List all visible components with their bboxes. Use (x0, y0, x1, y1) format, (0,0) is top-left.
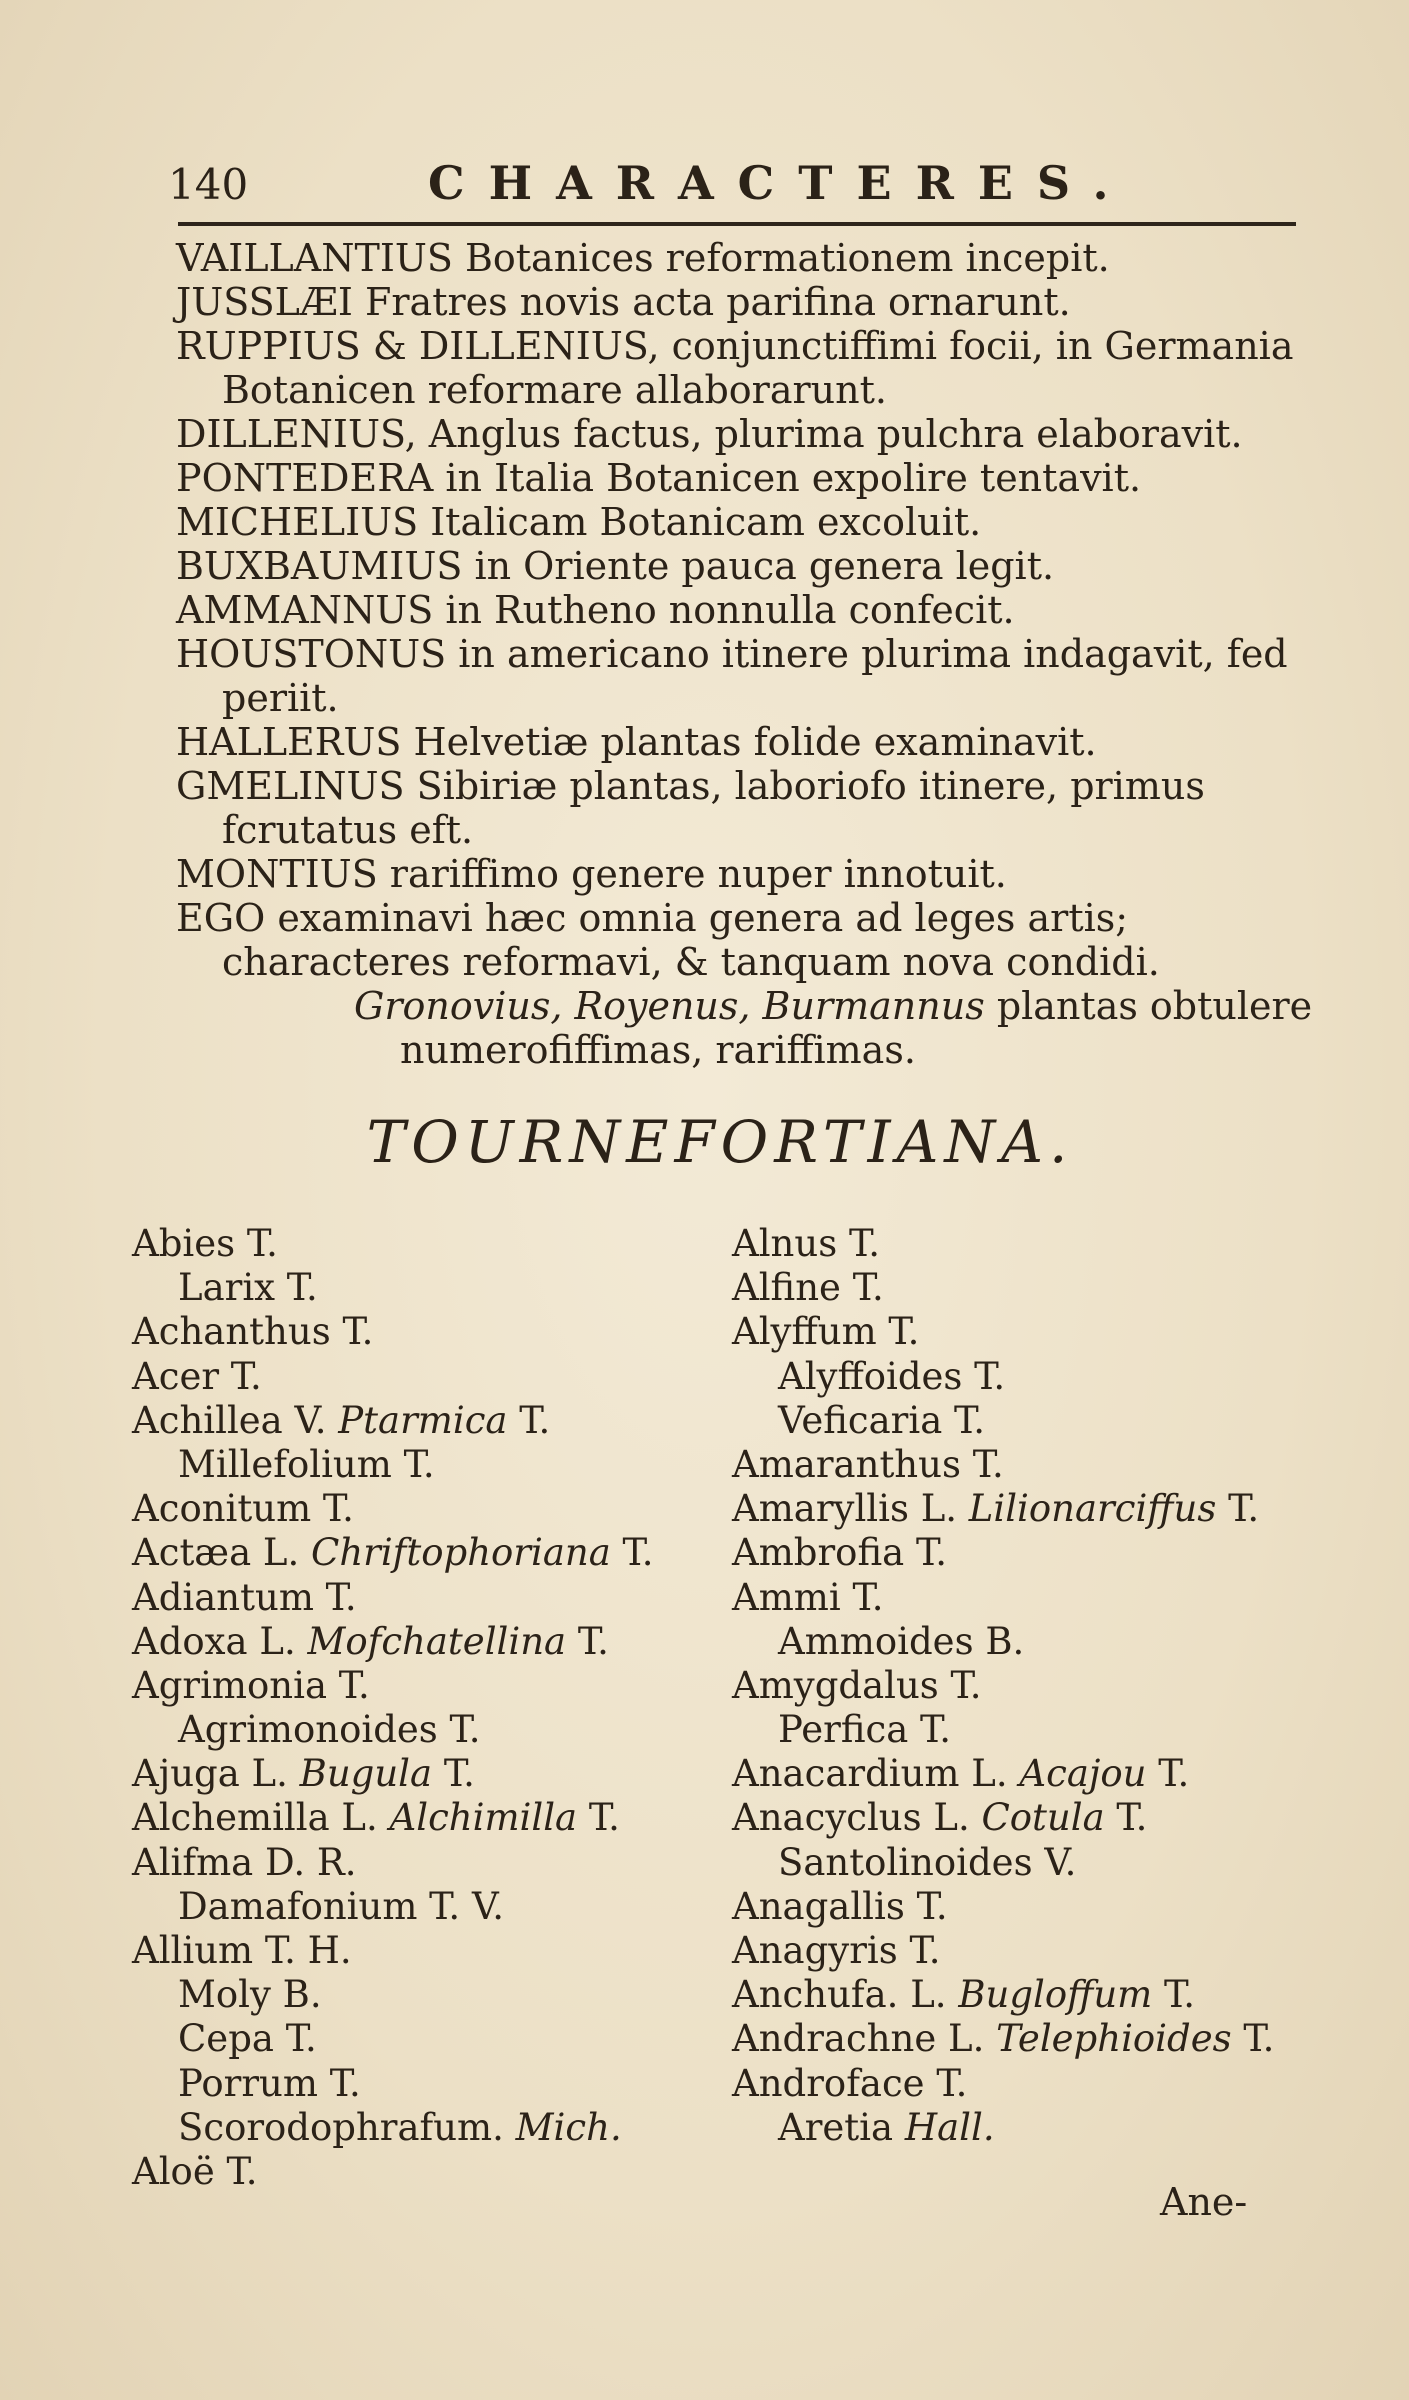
genus-entry (132, 1885, 732, 1929)
genus-name: Actæa L. (132, 1531, 312, 1575)
botanist-entry: JUSSLÆI Fratres novis acta parifina ornarunt. (176, 280, 1071, 324)
genus-name: Alifma D. R. (132, 1840, 357, 1884)
botanist-entry: EGO examinavi hæc omnia genera ad leges artis; characteres reformavi, & tanquam nova condidi. (176, 896, 1160, 984)
genus-name: Ammoides B. (778, 1619, 1025, 1663)
genus-name: Scorodophrafum. (178, 2105, 516, 2149)
genus-name: Porrum T. (178, 2061, 361, 2105)
genus-entry (732, 2106, 1332, 2150)
genus-name: Alyffoides T. (778, 1354, 1006, 1398)
genus-entry (732, 1443, 1332, 1487)
genus-entry (732, 1841, 1332, 1885)
botanist-entry: HOUSTONUS in americano itinere plurima indagavit, fed periit. (176, 632, 1288, 720)
genus-entry (132, 2017, 732, 2061)
genus-entry (732, 1355, 1332, 1399)
author-abbrev: T. (610, 1531, 654, 1575)
genus-entry (732, 1885, 1332, 1929)
genus-entry (732, 1531, 1332, 1575)
botanist-entry: VAILLANTIUS Botanices reformationem incepit. (176, 236, 1110, 280)
author-abbrev: T. (1152, 1973, 1196, 2017)
botanist-entry: MONTIUS rariffimo genere nuper innotuit. (176, 852, 1007, 896)
genus-name: Damafonium T. V. (178, 1884, 504, 1928)
genus-name: Achillea V. (132, 1398, 339, 1442)
running-title: CHARACTERES. (428, 156, 1133, 210)
genus-entry (132, 1576, 732, 1620)
botanist-entry: HALLERUS Helvetiæ plantas folide examinavit. (176, 720, 1097, 764)
genus-name: Agrimonoides T. (178, 1708, 481, 1752)
genus-entry (732, 1399, 1332, 1443)
genus-entry (132, 1973, 732, 2017)
genus-name: Allium T. H. (132, 1929, 352, 1972)
genus-entry (132, 1443, 732, 1487)
botanists-list (176, 236, 1326, 1072)
genus-entry (132, 1487, 732, 1531)
note-text: plantas obtulere numerofiffimas, rariffimas. (400, 984, 1313, 1072)
genus-entry (732, 1487, 1332, 1531)
genus-name: Aloë T. (132, 2149, 258, 2193)
genus-name: Ammi T. (732, 1575, 884, 1619)
genus-name: Achanthus T. (132, 1310, 374, 1354)
genus-entry (732, 1310, 1332, 1354)
genus-name: Ambrofia T. (732, 1531, 947, 1575)
genus-entry (132, 2062, 732, 2106)
genus-name: Anagyris T. (732, 1929, 941, 1972)
synonym-name: Acajou (1019, 1752, 1147, 1796)
genus-entry (132, 1355, 732, 1399)
genus-name: Aretia (778, 2105, 905, 2149)
synonym-name: Mich. (515, 2105, 622, 2149)
catchword: Ane- (1160, 2180, 1248, 2224)
synonym-name: Bugloffum (958, 1973, 1153, 2017)
genus-name: Alchemilla L. (132, 1796, 390, 1840)
botanist-entry: MICHELIUS Italicam Botanicam excoluit. (176, 500, 982, 544)
genus-name: Adiantum T. (132, 1575, 357, 1619)
genus-entry (132, 1620, 732, 1664)
genus-entry (132, 1708, 732, 1752)
author-abbrev: T. (1216, 1487, 1260, 1531)
genus-name: Amaranthus T. (732, 1442, 1004, 1486)
genus-entry (132, 1531, 732, 1575)
botanist-entry: AMMANNUS in Rutheno nonnulla confecit. (176, 588, 1015, 632)
genus-name: Santolinoides V. (778, 1840, 1077, 1884)
genus-entry (732, 1929, 1332, 1973)
genus-entry (132, 1664, 732, 1708)
genus-name: Aconitum T. (132, 1487, 354, 1531)
genus-entry (732, 2062, 1332, 2106)
genus-name: Ajuga L. (132, 1752, 300, 1796)
genus-name: Alyffum T. (732, 1310, 920, 1354)
genus-name: Androface T. (732, 2061, 968, 2105)
author-abbrev: T. (577, 1796, 620, 1840)
genus-name: Abies T. (132, 1222, 278, 1265)
page-header (168, 156, 1298, 220)
author-abbrev: T. (1146, 1752, 1190, 1796)
botanist-entry: DILLENIUS, Anglus factus, plurima pulchra elaboravit. (176, 412, 1243, 456)
genus-entry (132, 1266, 732, 1310)
genus-entry (732, 1266, 1332, 1310)
genus-entry (132, 1222, 732, 1266)
genus-entry (732, 1796, 1332, 1840)
author-abbrev: T. (507, 1398, 551, 1442)
genus-name: Perfica T. (778, 1708, 952, 1752)
synonym-name: Cotula (981, 1796, 1105, 1840)
synonym-name: Mofchatellina (307, 1619, 567, 1663)
genus-entry (732, 1752, 1332, 1796)
genus-name: Alnus T. (732, 1222, 880, 1265)
genera-column-right (732, 1222, 1332, 2150)
genus-name: Cepa T. (178, 2017, 317, 2061)
genus-name: Agrimonia T. (132, 1663, 370, 1707)
genus-name: Moly B. (178, 1973, 322, 2017)
synonym-name: Hall. (904, 2105, 995, 2149)
botanist-entry: GMELINUS Sibiriæ plantas, laboriofo itinere, primus fcrutatus eft. (176, 764, 1205, 852)
genus-entry (732, 1973, 1332, 2017)
genus-entry (732, 1708, 1332, 1752)
genera-column-left (132, 1222, 732, 2194)
genus-entry (732, 1576, 1332, 1620)
genus-entry (132, 1929, 732, 1973)
synonym-name: Telephioides (996, 2017, 1232, 2061)
genus-entry (732, 1620, 1332, 1664)
genus-name: Andrachne L. (732, 2017, 997, 2061)
genus-name: Millefolium T. (178, 1442, 435, 1486)
genus-name: Amygdalus T. (732, 1663, 982, 1707)
author-abbrev: T. (432, 1752, 475, 1796)
genus-entry (132, 1796, 732, 1840)
synonym-name: Alchimilla (389, 1796, 578, 1840)
genus-name: Anacardium L. (732, 1752, 1020, 1796)
genus-entry (132, 1399, 732, 1443)
genus-name: Veficaria T. (778, 1398, 986, 1442)
genus-entry (132, 1841, 732, 1885)
author-abbrev: T. (1231, 2017, 1275, 2061)
genus-name: Acer T. (132, 1354, 262, 1398)
genus-name: Anacyclus L. (732, 1796, 982, 1840)
intro-note (354, 984, 1326, 1072)
genus-entry (132, 2106, 732, 2150)
genus-name: Amaryllis L. (732, 1487, 969, 1531)
genus-name: Larix T. (178, 1266, 318, 1310)
synonym-name: Lilionarciffus (968, 1487, 1217, 1531)
author-abbrev: T. (1104, 1796, 1148, 1840)
author-abbrev: T. (566, 1619, 609, 1663)
genus-entry (132, 2150, 732, 2194)
genus-name: Adoxa L. (132, 1619, 308, 1663)
botanist-entry: RUPPIUS & DILLENIUS, conjunctiffimi focii, in Germania Botanicen reformare allaborarunt. (176, 324, 1294, 412)
botanist-entry: PONTEDERA in Italia Botanicen expolire tentavit. (176, 456, 1142, 500)
genus-entry (732, 1222, 1332, 1266)
genus-name: Alfine T. (732, 1266, 884, 1310)
genus-name: Anagallis T. (732, 1884, 948, 1928)
section-title: TOURNEFORTIANA. (366, 1108, 1074, 1176)
header-rule (178, 222, 1296, 226)
genus-entry (732, 1664, 1332, 1708)
synonym-name: Chriftophoriana (311, 1531, 611, 1575)
genus-entry (132, 1310, 732, 1354)
page-number: 140 (168, 160, 249, 209)
note-names: Gronovius, Royenus, Burmannus (354, 984, 985, 1028)
synonym-name: Bugula (299, 1752, 433, 1796)
genus-entry (732, 2017, 1332, 2061)
genus-name: Anchufa. L. (732, 1973, 959, 2017)
botanist-entry: BUXBAUMIUS in Oriente pauca genera legit. (176, 544, 1055, 588)
genus-entry (132, 1752, 732, 1796)
synonym-name: Ptarmica (338, 1398, 508, 1442)
